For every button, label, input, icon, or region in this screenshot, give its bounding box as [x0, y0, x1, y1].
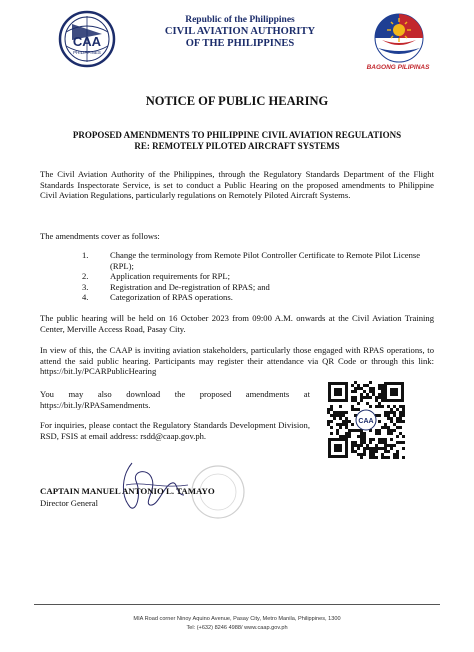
schedule-paragraph: The public hearing will be held on 16 October 2023 from 09:00 A.M. onwards at the Civil Aviation Training Center, Merville Access Road, Pasay City.: [40, 313, 434, 334]
intro-paragraph: The Civil Aviation Authority of the Philippines, through the Regulatory Standards Department of the Flight Standards Inspectorate Service, is set to conduct a Public Hearing on the proposed amendments to Philippine Civil Aviation Regulations, particularly regulations on Remotely Piloted Aircraft Systems.: [40, 169, 434, 201]
registration-qr-code[interactable]: [326, 380, 406, 460]
list-item: [56, 250, 426, 271]
list-text: Change the terminology from Remote Pilot Controller Certificate to Remote Pilot License (RPL);: [110, 250, 421, 271]
list-number: 4.: [82, 292, 89, 303]
notice-title: NOTICE OF PUBLIC HEARING: [145, 94, 329, 108]
subject-line-2: RE: REMOTELY PILOTED AIRCRAFT SYSTEMS: [134, 141, 340, 151]
bagong-pilipinas-logo: [366, 8, 432, 64]
caa-logo-text: CAA: [72, 34, 102, 49]
list-item: [56, 282, 426, 293]
list-item: [56, 271, 426, 282]
subject-block: [40, 130, 434, 152]
list-text: Categorization of RPAS operations.: [110, 292, 233, 303]
republic-line: Republic of the Philippines: [185, 15, 295, 25]
list-text: Application requirements for RPL;: [110, 271, 231, 282]
list-number: 3.: [82, 281, 89, 292]
list-number: 1.: [82, 250, 89, 260]
bagong-pilipinas-label: BAGONG PILIPINAS: [366, 64, 430, 71]
footer-address: MIA Road corner Ninoy Aquino Avenue, Pasay City, Metro Manila, Philippines, 1300: [133, 616, 341, 622]
caa-logo: [58, 10, 116, 68]
list-item: [56, 292, 426, 303]
invite-paragraph: In view of this, the CAAP is inviting aviation stakeholders, particularly those engaged with RPAS operations, to attend the said public hearing. Participants may register their attendance via QR Code or through this link: https://bit.ly/PCARPublicHearing: [40, 345, 434, 377]
download-paragraph: You may also download the proposed amendments at https://bit.ly/RPASamendments.: [40, 389, 310, 410]
subject-line-1: PROPOSED AMENDMENTS TO PHILIPPINE CIVIL AVIATION REGULATIONS: [72, 130, 402, 140]
authority-line-1: CIVIL AVIATION AUTHORITY: [164, 26, 316, 37]
signatory-name: CAPTAIN MANUEL ANTONIO L. TAMAYO: [40, 486, 215, 496]
amendments-lead: The amendments cover as follows:: [40, 231, 160, 241]
footer-divider: [34, 604, 440, 605]
list-number: 2.: [82, 271, 89, 282]
footer-contact: Tel: (+632) 8246 4988/ www.caap.gov.ph: [186, 625, 288, 631]
inquiries-paragraph: For inquiries, please contact the Regulatory Standards Development Division, RSD, FSIS at email address: rsdd@caap.gov.ph.: [40, 420, 310, 441]
list-text: Registration and De-registration of RPAS; and: [110, 281, 270, 292]
signatory-title: Director General: [40, 498, 98, 508]
amendments-list: [56, 250, 426, 303]
qr-center-label: CAA: [358, 418, 374, 425]
caa-logo-subtext: PHILIPPINES: [73, 50, 101, 55]
authority-line-2: OF THE PHILIPPINES: [185, 38, 295, 49]
letterhead: [150, 15, 330, 50]
